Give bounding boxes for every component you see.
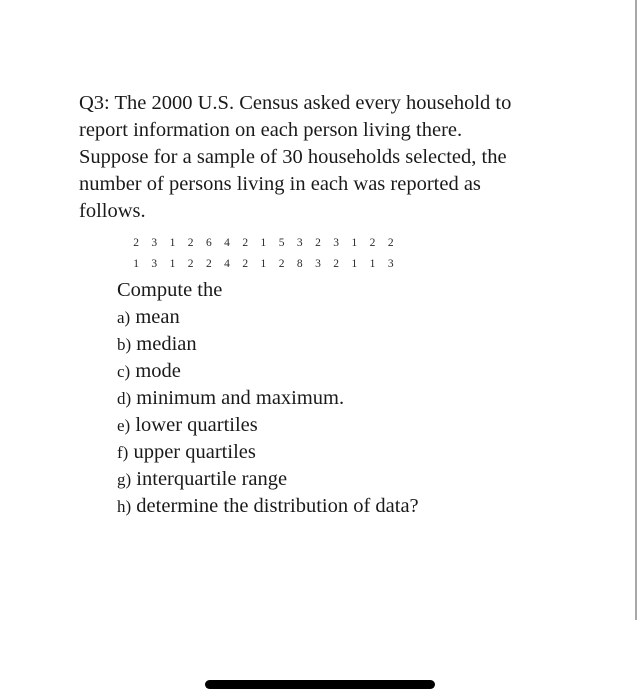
- question-line: Suppose for a sample of 30 households selected, the: [79, 146, 507, 168]
- data-value: 2: [187, 236, 194, 249]
- task-item: [117, 466, 419, 493]
- data-value: 2: [187, 257, 194, 270]
- task-prefix: h): [117, 497, 132, 516]
- data-value: 1: [260, 236, 267, 249]
- task-item: [117, 493, 419, 520]
- task-prefix: b): [117, 335, 132, 354]
- data-value: 2: [333, 257, 340, 270]
- data-value: 3: [315, 257, 321, 270]
- task-text: mean: [135, 306, 180, 328]
- question-line: report information on each person living there.: [79, 119, 463, 141]
- question-text: [79, 90, 579, 225]
- data-value: 2: [242, 257, 249, 270]
- data-value: 2: [242, 236, 249, 249]
- data-value: 2: [369, 236, 376, 249]
- task-text: determine the distribution of data?: [136, 495, 419, 517]
- question-line: follows.: [79, 200, 146, 222]
- data-value: 3: [151, 257, 158, 270]
- task-prefix: d): [117, 389, 132, 408]
- task-item: [117, 331, 419, 358]
- task-text: interquartile range: [136, 468, 288, 490]
- data-value: 3: [387, 257, 394, 270]
- task-text: median: [136, 333, 197, 355]
- data-value: 3: [151, 236, 158, 249]
- task-item: [117, 439, 419, 466]
- task-list: [117, 277, 419, 520]
- data-value: 3: [333, 236, 340, 249]
- data-value: 1: [260, 257, 267, 270]
- task-text: minimum and maximum.: [136, 387, 345, 409]
- task-item: [117, 358, 419, 385]
- data-row-2: [127, 253, 400, 274]
- data-value: 1: [169, 236, 176, 249]
- data-value: 2: [133, 236, 139, 249]
- data-value: 5: [278, 236, 285, 249]
- data-value: 1: [369, 257, 376, 270]
- household-data-table: [127, 232, 400, 274]
- question-line: Q3: The 2000 U.S. Census asked every household to: [79, 92, 512, 114]
- page-edge-line: [635, 0, 637, 620]
- data-value: 4: [224, 236, 230, 249]
- data-value: 8: [296, 257, 303, 270]
- task-prefix: c): [117, 362, 131, 381]
- data-value: 3: [296, 236, 303, 249]
- data-value: 1: [133, 257, 139, 270]
- data-value: 4: [224, 257, 230, 270]
- data-value: 1: [169, 257, 176, 270]
- task-text: upper quartiles: [133, 441, 256, 463]
- data-value: 1: [351, 236, 358, 249]
- home-indicator-bar[interactable]: [205, 680, 435, 689]
- task-text: mode: [135, 360, 181, 382]
- data-value: 2: [205, 257, 212, 270]
- task-prefix: f): [117, 443, 129, 462]
- task-item: [117, 304, 419, 331]
- data-value: 2: [387, 236, 394, 249]
- task-item: [117, 412, 419, 439]
- data-value: 2: [278, 257, 285, 270]
- task-text: lower quartiles: [135, 414, 258, 436]
- data-row-1: [127, 232, 400, 253]
- task-item: [117, 385, 419, 412]
- data-value: 2: [315, 236, 321, 249]
- task-prefix: e): [117, 416, 131, 435]
- task-heading: Compute the: [117, 279, 223, 301]
- data-value: 1: [351, 257, 358, 270]
- task-prefix: a): [117, 308, 131, 327]
- data-value: 6: [205, 236, 212, 249]
- question-line: number of persons living in each was reported as: [79, 173, 481, 195]
- task-prefix: g): [117, 470, 132, 489]
